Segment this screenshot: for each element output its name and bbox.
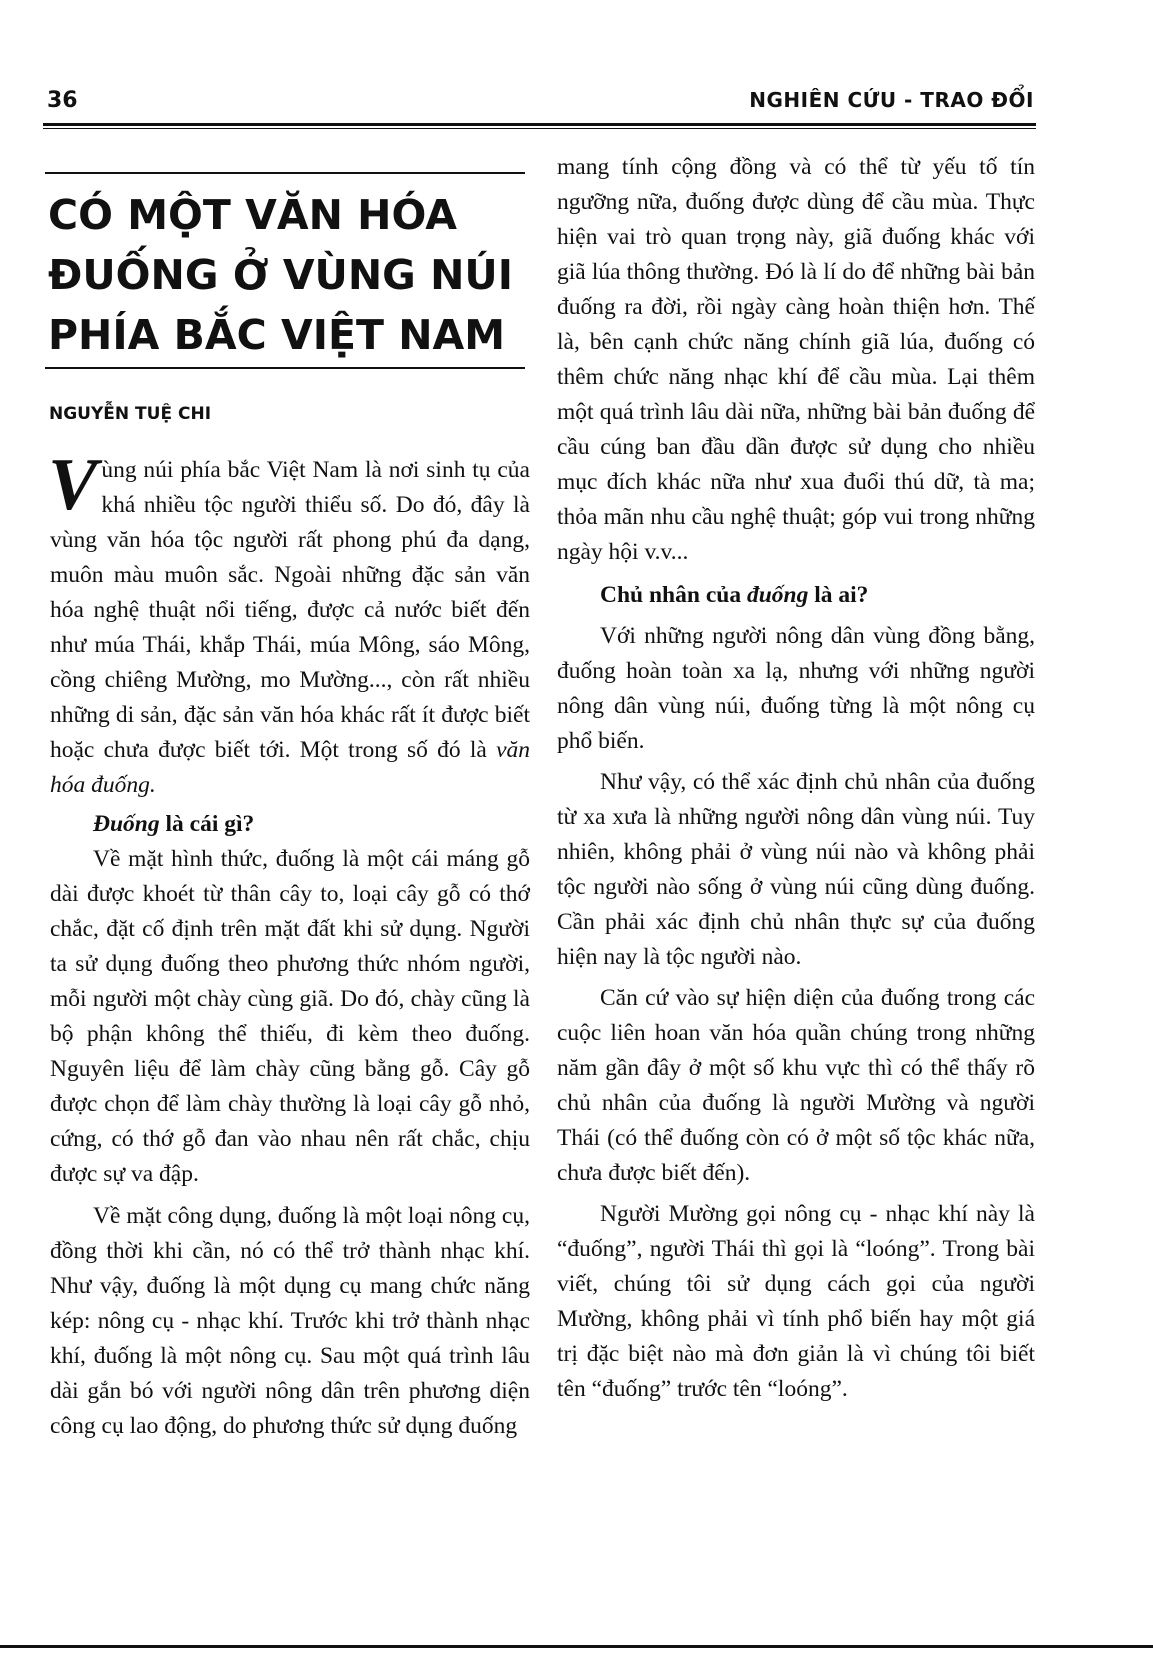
body-paragraph: Về mặt hình thức, đuống là một cái máng gỗ dài được khoét từ thân cây to, loại cây gỗ có thớ chắc, đặt cố định trên mặt đất khi sử dụng. Người ta sử dụng đuống theo phương thức nhóm người, mỗi người một chày cùng giã. Do đó, chày cũng là bộ phận không thể thiếu, đi kèm theo đuống. Nguyên liệu để làm chày cũng bằng gỗ. Cây gỗ được chọn để làm chày thường là loại cây gỗ nhỏ, cứng, có thớ gỗ đan vào nhau nên rất chắc, chịu được sự va đập.: [50, 846, 530, 1187]
body-paragraph: Với những người nông dân vùng đồng bằng, đuống hoàn toàn xa lạ, nhưng với những người nông dân vùng núi, đuống từng là một nông cụ phổ biến.: [557, 623, 1035, 754]
article-title: [48, 185, 538, 365]
header-rule-thin: [43, 128, 1036, 129]
intro-text: ùng núi phía bắc Việt Nam là nơi sinh tụ của khá nhiều tộc người thiểu số. Do đó, đây là vùng văn hóa tộc người rất phong phú đa dạng, muôn màu muôn sắc. Ngoài những đặc sản văn hóa nghệ thuật nổi tiếng, được cả nước biết đến như múa Thái, khắp Thái, múa Mông, sáo Mông, cồng chiêng Mường, mo Mường..., còn rất nhiều những di sản, đặc sản văn hóa khác rất ít được biết hoặc chưa được biết tới. Một trong số đó là: [50, 457, 530, 763]
body-paragraph: Về mặt công dụng, đuống là một loại nông cụ, đồng thời khi cần, nó có thể trở thành nhạc khí. Như vậy, đuống là một dụng cụ mang chức năng kép: nông cụ - nhạc khí. Trước khi trở thành nhạc khí, đuống là một nông cụ. Sau một quá trình lâu dài gắn bó với người nông dân trên phương diện công cụ lao động, do phương thức sử dụng đuống: [50, 1203, 530, 1439]
title-rule-bottom: [45, 367, 525, 369]
drop-cap: V: [48, 444, 98, 526]
title-line: CÓ MỘT VĂN HÓA: [48, 191, 457, 239]
body-paragraph: Người Mường gọi nông cụ - nhạc khí này là “đuống”, người Thái thì gọi là “loóng”. Trong bài viết, chúng tôi sử dụng cách gọi của người Mường, không phải vì tính phổ biến hay một giá trị đặc biệt nào mà đơn giản là vì chúng tôi biết tên “đuống” trước tên “loóng”.: [557, 1201, 1035, 1402]
column-right: [557, 150, 1035, 1407]
intro-emphasis: văn hóa đuống.: [50, 737, 530, 798]
body-paragraph: mang tính cộng đồng và có thể từ yếu tố tín ngưỡng nữa, đuống được dùng để cầu mùa. Thực hiện vai trò quan trọng này, giã đuống khác với giã lúa thông thường. Đó là lí do để những bài bản đuống ra đời, rồi ngày càng hoàn thiện hơn. Thế là, bên cạnh chức năng chính giã lúa, đuống có thêm chức năng nhạc khí để cầu mùa. Lại thêm một quá trình lâu dài nữa, những bài bản đuống để cầu cúng ban đầu dần được sử dụng cho nhiều mục đích khác nữa như xua đuổi thú dữ, tà ma; thỏa mãn nhu cầu nghệ thuật; góp vui trong những ngày hội v.v...: [557, 154, 1035, 565]
header-rule: [43, 123, 1036, 126]
page-number: 36: [47, 88, 78, 113]
title-line: ĐUỐNG Ở VÙNG NÚI: [48, 251, 513, 299]
section-title: NGHIÊN CỨU - TRAO ĐỔI: [749, 88, 1034, 112]
page-bottom-rule: [0, 1645, 1153, 1648]
author-byline: NGUYỄN TUỆ CHI: [49, 404, 212, 424]
title-line: PHÍA BẮC VIỆT NAM: [48, 311, 506, 359]
section-heading: Chủ nhân của đuống là ai?: [600, 582, 869, 608]
running-header: [47, 88, 1034, 122]
column-left: [48, 444, 530, 1444]
section-heading: Đuống là cái gì?: [93, 811, 255, 837]
body-paragraph: Căn cứ vào sự hiện diện của đuống trong các cuộc liên hoan văn hóa quần chúng trong những năm gần đây ở một số khu vực thì có thể thấy rõ chủ nhân của đuống là người Mường và người Thái (có thể đuống còn có ở một số tộc khác nữa, chưa được biết đến).: [557, 985, 1035, 1186]
title-rule-top: [45, 172, 525, 174]
intro-paragraph: [48, 444, 530, 803]
body-paragraph: Như vậy, có thể xác định chủ nhân của đuống từ xa xưa là những người nông dân vùng núi. Tuy nhiên, không phải ở vùng núi nào và không phải tộc người nào sống ở vùng núi cũng dùng đuống. Cần phải xác định chủ nhân thực sự của đuống hiện nay là tộc người nào.: [557, 769, 1035, 970]
